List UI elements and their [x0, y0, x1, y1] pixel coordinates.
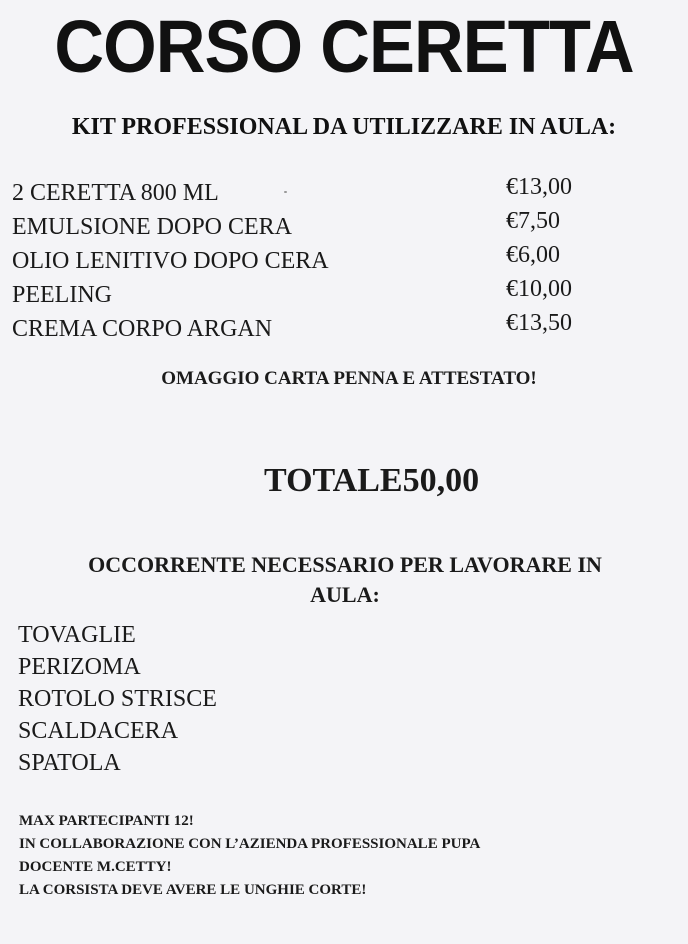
kit-item-name: 2 CERETTA 800 ML: [12, 180, 219, 206]
needs-list: [18, 619, 217, 779]
kit-item-price: €6,00: [506, 242, 560, 268]
note-line: IN COLLABORAZIONE CON L’AZIENDA PROFESSIONALE PUPA: [19, 836, 481, 852]
needs-item: SPATOLA: [18, 750, 121, 776]
kit-item-name: CREMA CORPO ARGAN: [12, 316, 273, 342]
kit-item-name: EMULSIONE DOPO CERA: [12, 214, 293, 240]
kit-item-price: €7,50: [506, 208, 560, 234]
kit-item-list: [12, 176, 612, 346]
kit-item: [12, 312, 612, 346]
note-line: MAX PARTECIPANTI 12!: [19, 813, 194, 829]
needs-item: TOVAGLIE: [18, 622, 136, 648]
note-line: LA CORSISTA DEVE AVERE LE UNGHIE CORTE!: [19, 882, 367, 898]
needs-heading: [10, 550, 680, 610]
kit-heading: KIT PROFESSIONAL DA UTILIZZARE IN AULA:: [71, 114, 617, 140]
needs-item: SCALDACERA: [18, 718, 179, 744]
kit-item-name: OLIO LENITIVO DOPO CERA: [12, 248, 329, 274]
needs-heading-line2: AULA:: [310, 582, 380, 607]
gift-notice: OMAGGIO CARTA PENNA E ATTESTATO!: [161, 368, 537, 389]
kit-item-price: €13,00: [506, 174, 572, 200]
kit-item-price: €10,00: [506, 276, 572, 302]
notes-list: [19, 810, 480, 902]
needs-item: ROTOLO STRISCE: [18, 686, 217, 712]
course-title: CORSO CERETTA: [54, 5, 634, 88]
kit-item-price: €13,50: [506, 310, 572, 336]
needs-item: PERIZOMA: [18, 654, 141, 680]
note-line: DOCENTE M.CETTY!: [19, 859, 172, 875]
needs-heading-line1: OCCORRENTE NECESSARIO PER LAVORARE IN: [88, 552, 602, 577]
kit-item-name: PEELING: [12, 282, 112, 308]
total-price: TOTALE50,00: [264, 462, 480, 499]
